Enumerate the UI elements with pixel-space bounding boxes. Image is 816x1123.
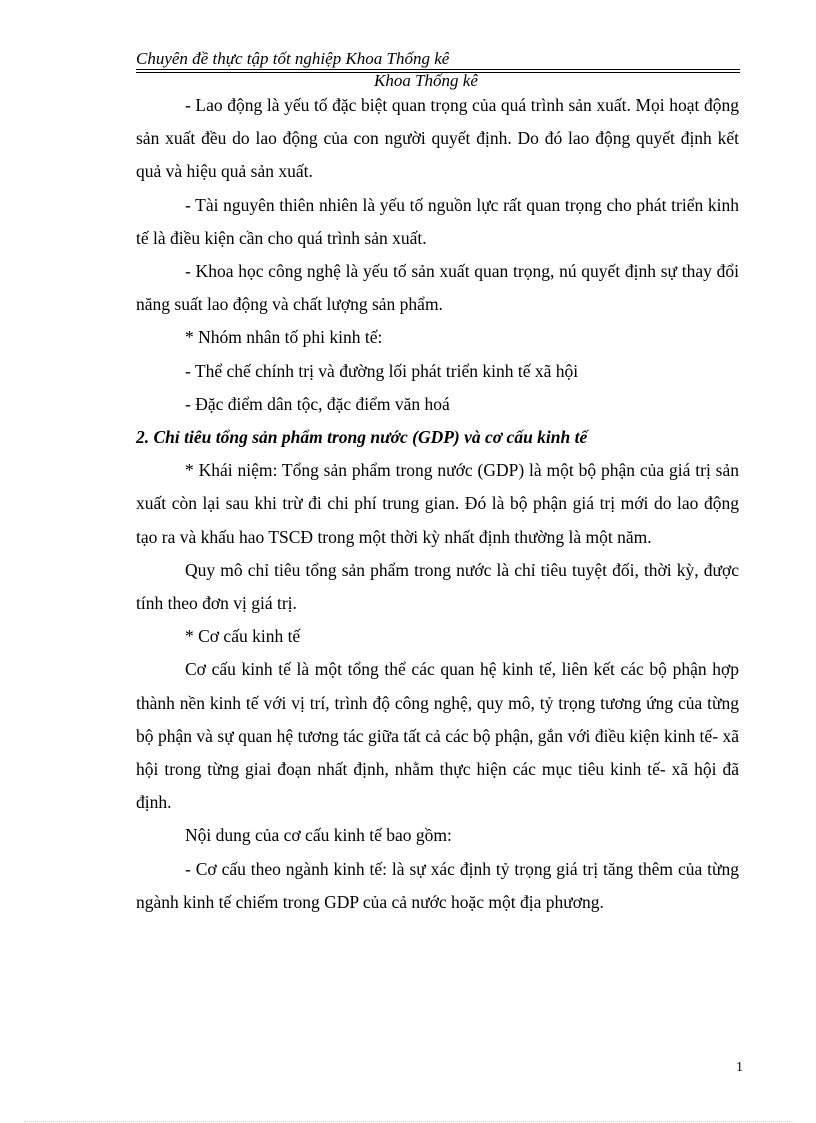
header-rule-top — [136, 69, 740, 70]
paragraph-gdp-scale: Quy mô chỉ tiêu tổng sản phẩm trong nước là chỉ tiêu tuyệt đối, thời kỳ, được tính theo đơn vị giá trị. — [136, 559, 739, 614]
paragraph-natural-resources: - Tài nguyên thiên nhiên là yếu tố nguồn lực rất quan trọng cho phát triển kinh tế là điều kiện cần cho quá trình sản xuất. — [136, 194, 739, 248]
paragraph-structure-by-sector: - Cơ cấu theo ngành kinh tế: là sự xác định tỷ trọng giá trị tăng thêm của từng ngành kinh tế chiếm trong GDP của cả nước hoặc một địa phương. — [136, 858, 739, 912]
header-subtitle: Khoa Thống kê — [374, 71, 478, 90]
paragraph-political-institutions: - Thể chế chính trị và đường lối phát triển kinh tế xã hội — [185, 360, 579, 381]
paragraph-science-technology: - Khoa học công nghệ là yếu tố sản xuất quan trọng, nú quyết định sự thay đổi năng suất lao động và chất lượng sản phẩm. — [136, 261, 739, 315]
paragraph-economic-structure-definition: Cơ cấu kinh tế là một tổng thể các quan hệ kinh tế, liên kết các bộ phận hợp thành nền kinh tế với vị trí, trình độ công nghệ, quy mô, tỷ trọng tương ứng của từng bộ phận và sự quan hệ tương tác giữa tất cả các bộ phận, gắn với điều kiện kinh tế- xã hội trong từng giai đoạn nhất định, nhằm thực hiện các mục tiêu kinh tế- xã hội đã định. — [136, 659, 739, 813]
header-title: Chuyên đề thực tập tốt nghiệp Khoa Thống kê — [136, 49, 450, 68]
paragraph-gdp-concept: * Khái niệm: Tổng sản phẩm trong nước (GDP) là một bộ phận của giá trị sản xuất còn lại sau khi trừ đi chi phí trung gian. Đó là bộ phận giá trị mới do lao động tạo ra và khấu hao TSCĐ trong một thời kỳ nhất định thường là một năm. — [136, 460, 739, 547]
page-number: 1 — [736, 1060, 743, 1075]
page-header — [136, 49, 740, 90]
paragraph-non-economic-factors: * Nhóm nhân tố phi kinh tế: — [185, 327, 383, 348]
paragraph-labor: - Lao động là yếu tố đặc biệt quan trọng của quá trình sản xuất. Mọi hoạt động sản xuất đều do lao động của con người quyết định. Do đó lao động quyết định kết quả và hiệu quả sản xuất. — [136, 95, 739, 182]
section-heading: 2. Chỉ tiêu tổng sản phẩm trong nước (GDP) và cơ cấu kinh tế — [136, 427, 588, 448]
page-bottom-border — [24, 1121, 794, 1122]
paragraph-economic-structure-label: * Cơ cấu kinh tế — [185, 626, 301, 647]
body-text — [136, 89, 739, 919]
paragraph-cultural-features: - Đặc điểm dân tộc, đặc điểm văn hoá — [185, 393, 450, 414]
paragraph-structure-content: Nội dung của cơ cấu kinh tế bao gồm: — [185, 825, 452, 846]
